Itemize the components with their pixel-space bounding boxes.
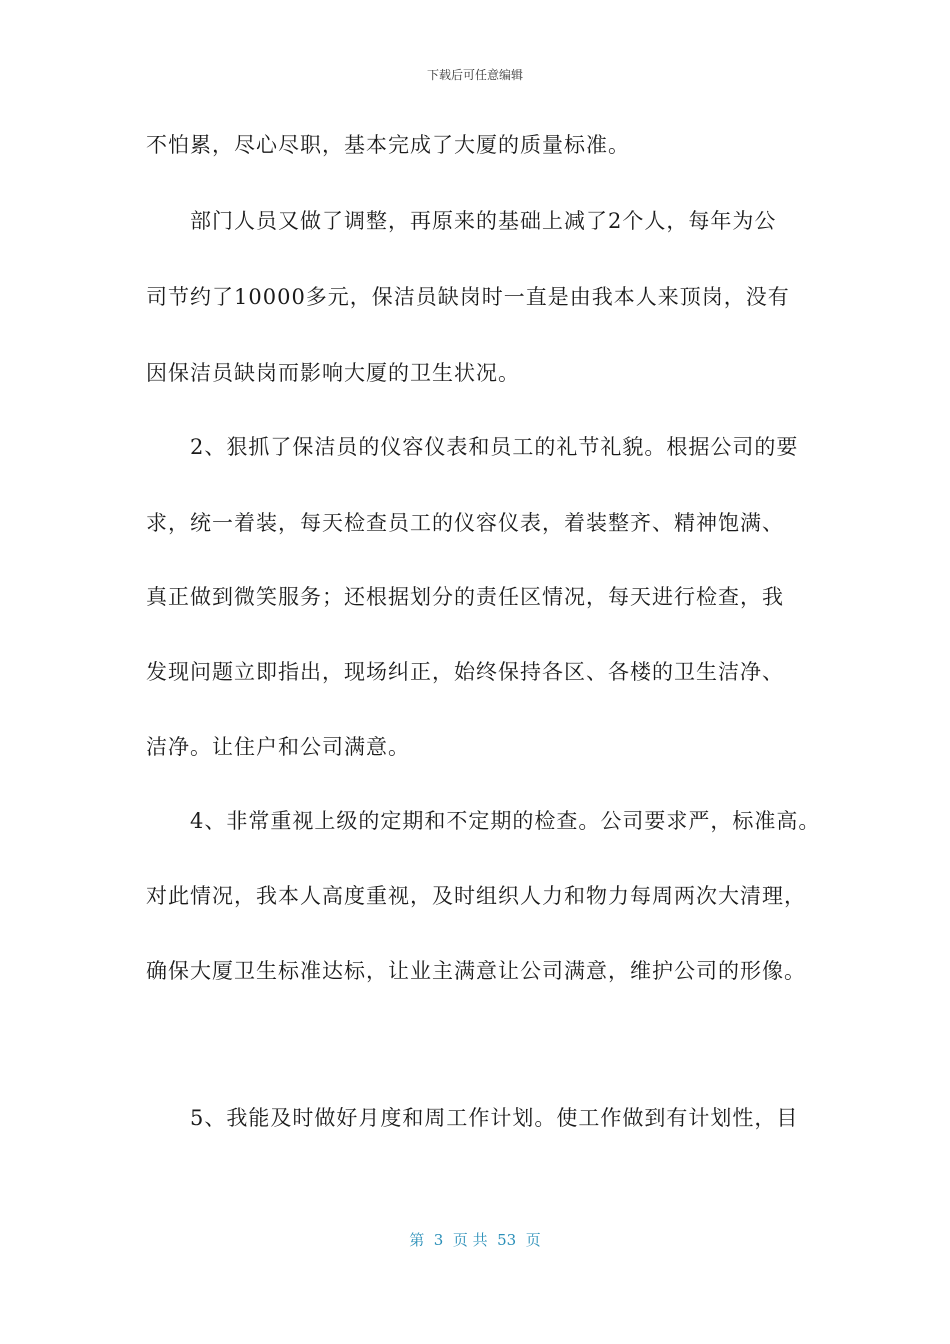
page-number-footer: 第 3 页 共 53 页	[409, 1231, 541, 1249]
paragraph-line: 不怕累，尽心尽职，基本完成了大厦的质量标准。	[146, 133, 630, 157]
paragraph-line: 洁净。让住户和公司满意。	[146, 735, 410, 759]
paragraph-line: 确保大厦卫生标准达标，让业主满意让公司满意，维护公司的形像。	[146, 959, 806, 983]
page-header: 下载后可任意编辑	[426, 68, 523, 82]
paragraph-line: 求，统一着装，每天检查员工的仪容仪表，着装整齐、精神饱满、	[146, 511, 784, 535]
paragraph-line: 4、非常重视上级的定期和不定期的检查。公司要求严，标准高。	[146, 809, 821, 833]
paragraph-line: 5、我能及时做好月度和周工作计划。使工作做到有计划性，目	[146, 1106, 799, 1130]
paragraph-line: 部门人员又做了调整，再原来的基础上减了2个人，每年为公	[146, 209, 777, 233]
paragraph-line: 因保洁员缺岗而影响大厦的卫生状况。	[146, 361, 520, 385]
paragraph-line: 真正做到微笑服务；还根据划分的责任区情况，每天进行检查，我	[146, 585, 784, 609]
paragraph-line: 2、狠抓了保洁员的仪容仪表和员工的礼节礼貌。根据公司的要	[146, 435, 799, 459]
paragraph-line: 对此情况，我本人高度重视，及时组织人力和物力每周两次大清理，	[146, 884, 806, 908]
paragraph-line: 发现问题立即指出，现场纠正，始终保持各区、各楼的卫生洁净、	[146, 660, 784, 684]
paragraph-line: 司节约了10000多元，保洁员缺岗时一直是由我本人来顶岗，没有	[146, 285, 790, 309]
